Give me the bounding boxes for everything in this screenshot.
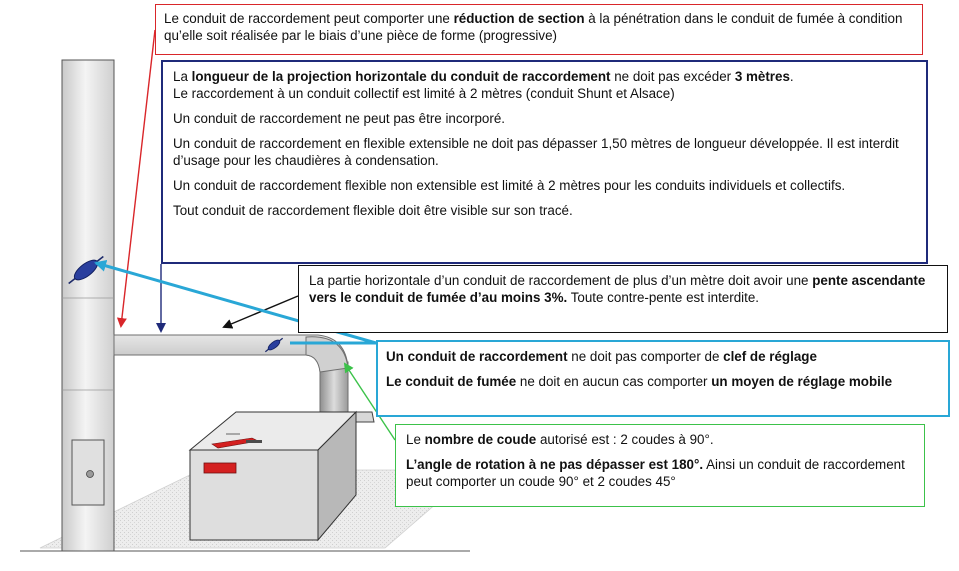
note-text: Le raccordement à un conduit collectif est limité à 2 mètres (conduit Shunt et Alsace) [173, 86, 675, 101]
connector-pipe [114, 335, 348, 412]
note-text: Le conduit de raccordement peut comporter une [164, 11, 454, 26]
note-bold: Un conduit de raccordement [386, 349, 568, 364]
note-bold: réduction de section [453, 11, 585, 26]
note-text: La partie horizontale d’un conduit de raccordement de plus d’un mètre doit avoir une [309, 273, 813, 288]
note-text: ne doit en aucun cas comporter [516, 374, 712, 389]
note-bold: pente ascendante vers le conduit de fumée d’au moins 3%. [309, 273, 926, 305]
note-text: . [789, 69, 794, 84]
note-paragraph: Un conduit de raccordement en flexible extensible ne doit pas dépasser 1,50 mètres de longueur développée. Il est interdit d’usage pour les chaudières à condensation. [173, 136, 899, 168]
note-bold: L’angle de rotation à ne pas dépasser est 180°. [406, 457, 704, 472]
note-text: Ainsi un conduit de raccordement peut comporter un coude 90° et 2 coudes 45° [406, 457, 905, 489]
note-bold: nombre de coude [424, 432, 537, 447]
note-paragraph: Un conduit de raccordement ne peut pas être incorporé. [173, 111, 505, 126]
note-text: autorisé est : 2 coudes à 90°. [536, 432, 714, 447]
note-bold: un moyen de réglage mobile [711, 374, 893, 389]
note-text: Le [406, 432, 425, 447]
arrow-red [121, 30, 155, 326]
note-damper [376, 340, 950, 417]
note-text: ne doit pas comporter de [567, 349, 724, 364]
note-section-reduction [155, 4, 923, 55]
cleanout-knob [87, 471, 94, 478]
note-bold: clef de réglage [723, 349, 817, 364]
chimney [62, 60, 114, 551]
note-text: à la pénétration dans le conduit de fumée à condition qu’elle soit réalisée par le biais d’une pièce de forme (progressive) [164, 11, 903, 43]
note-paragraph: Un conduit de raccordement flexible non extensible est limité à 2 mètres pour les conduits individuels et collectifs. [173, 178, 846, 193]
note-bold: longueur de la projection horizontale du conduit de raccordement [191, 69, 611, 84]
note-text: ne doit pas excéder [610, 69, 735, 84]
boiler-panel [204, 463, 236, 473]
note-slope [298, 265, 948, 333]
note-bold: 3 mètres [734, 69, 790, 84]
note-length-rules [161, 60, 928, 264]
note-elbows [395, 424, 925, 507]
note-text: La [173, 69, 192, 84]
note-bold: Le conduit de fumée [386, 374, 517, 389]
note-paragraph: Tout conduit de raccordement flexible doit être visible sur son tracé. [173, 203, 573, 218]
note-text: Toute contre-pente est interdite. [567, 290, 760, 305]
